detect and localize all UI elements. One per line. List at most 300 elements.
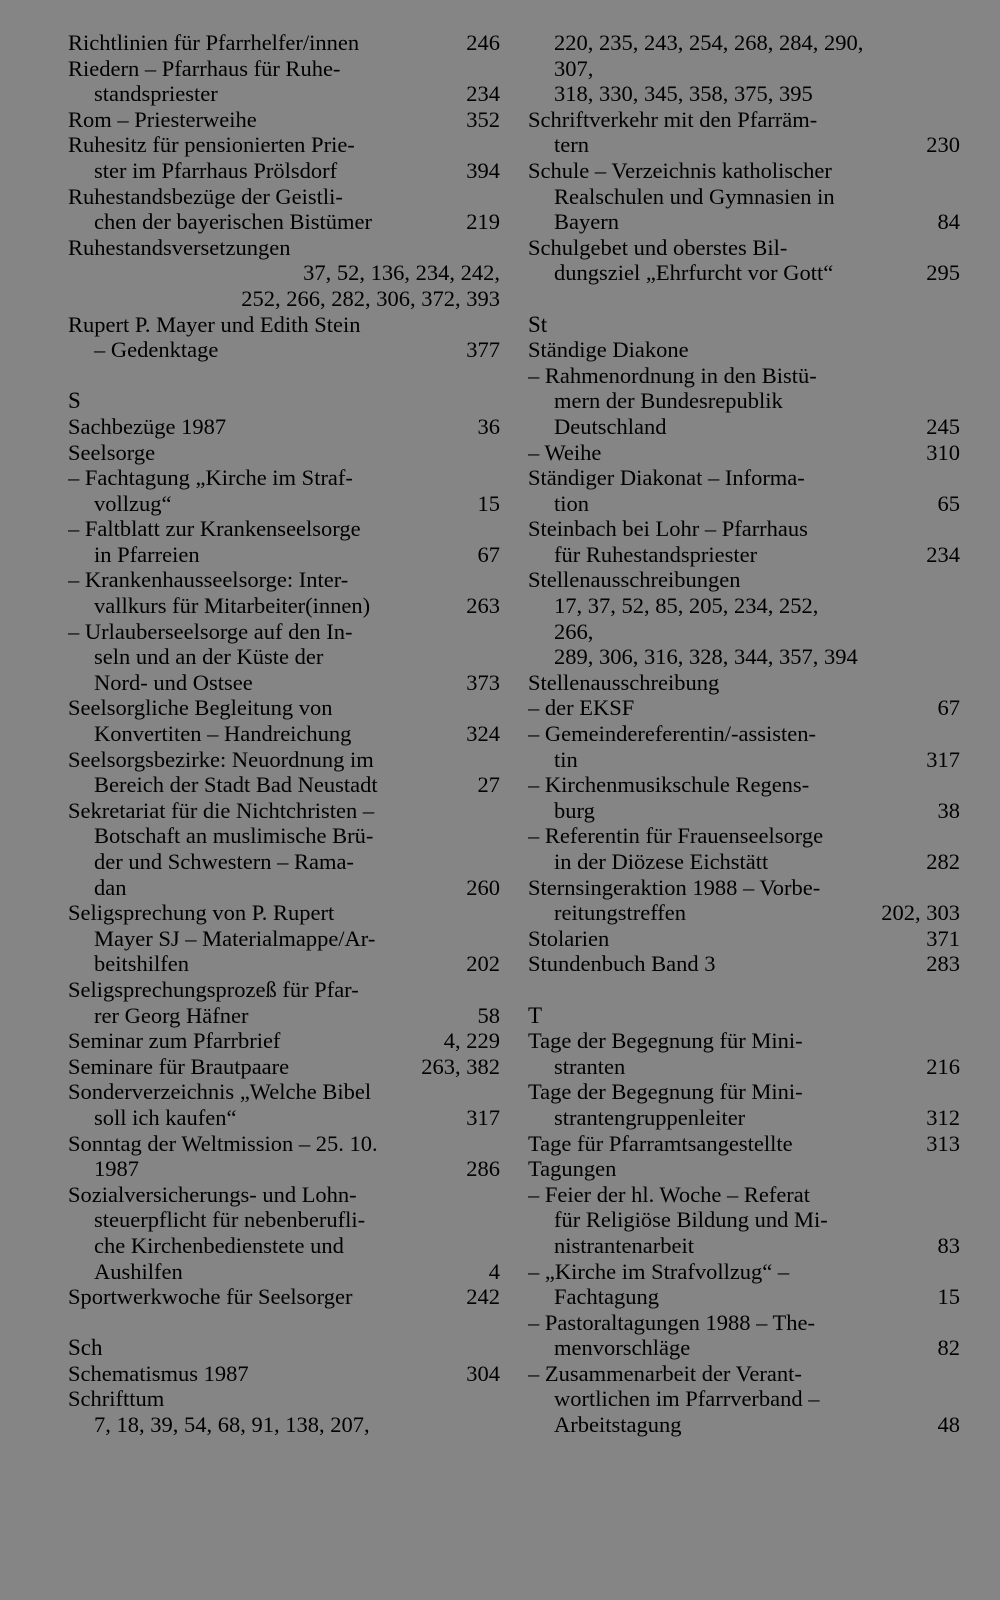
index-entry-line <box>68 900 500 926</box>
entry-text: 17, 37, 52, 85, 205, 234, 252, <box>554 593 819 619</box>
index-entry-line <box>528 619 960 645</box>
index-entry <box>528 30 960 107</box>
page-numbers: 48 <box>937 1412 960 1438</box>
index-entry <box>528 440 960 466</box>
entry-text: Realschulen und Gymnasien in <box>554 183 835 209</box>
page-numbers <box>490 312 500 338</box>
page-numbers <box>490 926 500 952</box>
entry-text: für Religiöse Bildung und Mi- <box>554 1207 828 1233</box>
entry-text: che Kirchenbedienstete und <box>94 1232 344 1258</box>
index-entry <box>68 1028 500 1054</box>
index-entry-line <box>68 772 500 798</box>
index-entry-line <box>68 1105 500 1131</box>
page-numbers: 67 <box>477 541 500 567</box>
index-entry-line <box>528 388 960 414</box>
page-numbers <box>490 849 500 875</box>
index-entry <box>528 670 960 696</box>
entry-text: Seligsprechungsprozeß für Pfar- <box>68 976 359 1002</box>
page-numbers: 286 <box>466 1156 500 1182</box>
index-entry-line <box>528 951 960 977</box>
entry-text: Fachtagung <box>554 1284 659 1310</box>
section-letter: S <box>68 388 81 414</box>
index-entry <box>68 567 500 618</box>
index-entry <box>68 798 500 900</box>
page-numbers <box>490 516 500 542</box>
index-entry-line <box>68 1156 500 1182</box>
index-entry <box>68 1182 500 1284</box>
page-numbers <box>490 977 500 1003</box>
page-numbers <box>490 132 500 158</box>
page-numbers: 230 <box>926 132 960 158</box>
entry-text: in Pfarreien <box>94 541 200 567</box>
page-numbers <box>950 772 960 798</box>
section-spacer <box>68 1310 500 1336</box>
entry-text: Schulgebet und oberstes Bil- <box>528 234 788 260</box>
entry-text: 307, <box>554 55 594 81</box>
entry-text: Tage der Begegnung für Mini- <box>528 1028 803 1054</box>
page-numbers: 27 <box>477 772 500 798</box>
page-numbers <box>950 593 960 619</box>
page-numbers <box>950 1361 960 1387</box>
index-entry-line <box>528 465 960 491</box>
entry-text: 7, 18, 39, 54, 68, 91, 138, 207, <box>94 1412 370 1438</box>
index-entry-line <box>68 721 500 747</box>
index-entry <box>528 1131 960 1157</box>
entry-text: tin <box>554 746 578 772</box>
entry-text: – Faltblatt zur Krankenseelsorge <box>68 516 361 542</box>
page-numbers: 219 <box>466 209 500 235</box>
page-numbers: 38 <box>937 797 960 823</box>
entry-text: Schematismus 1987 <box>68 1360 249 1386</box>
entry-text: Bayern <box>554 209 619 235</box>
entry-text: Ruhesitz für pensionierten Prie- <box>68 132 355 158</box>
index-entry <box>68 414 500 440</box>
index-entry-line <box>68 670 500 696</box>
index-entry-line <box>528 1310 960 1336</box>
index-entry-line <box>68 1028 500 1054</box>
index-entry <box>528 1079 960 1130</box>
entry-text: Tage der Begegnung für Mini- <box>528 1079 803 1105</box>
index-entry-line <box>528 849 960 875</box>
entry-text: 220, 235, 243, 254, 268, 284, 290, <box>554 30 864 55</box>
entry-text: – Referentin für Frauenseelsorge <box>528 823 824 849</box>
page-numbers <box>490 567 500 593</box>
index-entry <box>528 107 960 158</box>
page-numbers <box>490 644 500 670</box>
index-entry-line <box>68 747 500 773</box>
page-numbers <box>950 823 960 849</box>
index-entry <box>528 695 960 721</box>
page-numbers: 4, 229 <box>443 1028 500 1054</box>
index-entry-line <box>68 516 500 542</box>
index-entry <box>528 1028 960 1079</box>
entry-text: stranten <box>554 1053 626 1079</box>
index-entry <box>528 235 960 286</box>
page-numbers <box>950 81 960 107</box>
page-numbers: 15 <box>937 1284 960 1310</box>
index-entry <box>68 465 500 516</box>
index-entry-line <box>68 644 500 670</box>
page-numbers: 216 <box>926 1053 960 1079</box>
entry-text: – Gemeindereferentin/-assisten- <box>528 721 817 747</box>
index-entry-line <box>68 30 500 56</box>
entry-text: reitungstreffen <box>554 900 687 926</box>
index-entry-line <box>68 567 500 593</box>
index-entry-line <box>68 107 500 133</box>
index-entry-line <box>528 593 960 619</box>
page-numbers <box>950 1156 960 1182</box>
entry-text: – Urlauberseelsorge auf den In- <box>68 618 353 644</box>
page-numbers: 317 <box>466 1104 500 1130</box>
entry-text: – Feier der hl. Woche – Referat <box>528 1181 811 1207</box>
page-numbers: 377 <box>466 337 500 363</box>
entry-text: – Weihe <box>528 439 602 465</box>
entry-text: Arbeitstagung <box>554 1412 682 1438</box>
index-entry-line <box>68 1131 500 1157</box>
page-numbers: 260 <box>466 874 500 900</box>
index-entry <box>68 1131 500 1182</box>
entry-text: Mayer SJ – Materialmappe/Ar- <box>94 925 376 951</box>
entry-text: Botschaft an muslimische Brü- <box>94 823 374 849</box>
section-letter: T <box>528 1002 543 1028</box>
index-entry-line <box>528 798 960 824</box>
index-entry-line <box>68 977 500 1003</box>
entry-text: Riedern – Pfarrhaus für Ruhe- <box>68 55 341 81</box>
index-entry-line <box>528 772 960 798</box>
page-numbers <box>490 1233 500 1259</box>
index-entry-line <box>528 1131 960 1157</box>
page-numbers <box>490 1182 500 1208</box>
index-entry-line <box>528 1207 960 1233</box>
entry-text: Tagungen <box>528 1156 617 1182</box>
index-entry-line <box>68 184 500 210</box>
index-entry-line <box>68 542 500 568</box>
page-numbers <box>950 1079 960 1105</box>
entry-text: nistrantenarbeit <box>554 1232 694 1258</box>
entry-text: Steinbach bei Lohr – Pfarrhaus <box>528 516 808 542</box>
page-numbers: 15 <box>477 490 500 516</box>
section-spacer <box>528 286 960 312</box>
index-entry-line <box>528 516 960 542</box>
entry-text: 266, <box>554 618 594 644</box>
index-entry-line <box>528 644 960 670</box>
entry-text: Seelsorge <box>68 439 156 465</box>
index-entry-line <box>528 1412 960 1438</box>
index-entry-line <box>68 56 500 82</box>
index-entry-line <box>528 747 960 773</box>
entry-text: vallkurs für Mitarbeiter(innen) <box>94 593 371 619</box>
entry-text: Seelsorgsbezirke: Neuordnung im <box>68 746 374 772</box>
page-numbers: 234 <box>466 81 500 107</box>
index-entry-line <box>68 235 500 261</box>
index-column-left <box>68 30 500 1438</box>
entry-text: Stellenausschreibung <box>528 669 720 695</box>
entry-text: 318, 330, 345, 358, 375, 395 <box>554 81 813 107</box>
index-entry-line <box>528 337 960 363</box>
entry-text: 289, 306, 316, 328, 344, 357, 394 <box>554 644 858 670</box>
index-entry-line <box>68 619 500 645</box>
index-entry <box>68 900 500 977</box>
entry-text: – Krankenhausseelsorge: Inter- <box>68 567 349 593</box>
entry-text: Schriftverkehr mit den Pfarräm- <box>528 106 818 132</box>
entry-text: Sozialversicherungs- und Lohn- <box>68 1181 357 1207</box>
index-entry-line <box>68 1054 500 1080</box>
index-entry-line <box>68 286 500 312</box>
entry-text <box>68 260 293 286</box>
index-entry-line <box>528 1259 960 1285</box>
index-entry-line <box>68 1259 500 1285</box>
entry-text: Sekretariat für die Nichtchristen – <box>68 797 375 823</box>
entry-text: menvorschläge <box>554 1335 691 1361</box>
entry-text: wortlichen im Pfarrverband – <box>554 1386 820 1412</box>
index-entry-line <box>528 1182 960 1208</box>
entry-text: standspriester <box>94 81 218 107</box>
index-entry-line <box>528 900 960 926</box>
page-numbers <box>490 1207 500 1233</box>
page-numbers <box>490 823 500 849</box>
page-numbers: 313 <box>926 1130 960 1156</box>
page-numbers <box>950 107 960 133</box>
page-numbers <box>490 235 500 261</box>
page-numbers: 4 <box>488 1258 500 1284</box>
index-entry-line <box>528 1028 960 1054</box>
index-entry <box>528 465 960 516</box>
index-entry-line <box>68 951 500 977</box>
index-entry-line <box>528 1054 960 1080</box>
entry-text: Sportwerkwoche für Seelsorger <box>68 1284 353 1310</box>
entry-text: Sachbezüge 1987 <box>68 413 227 439</box>
index-entry-line <box>68 414 500 440</box>
index-entry <box>68 184 500 235</box>
page-numbers: 84 <box>937 209 960 235</box>
page-numbers: 394 <box>466 157 500 183</box>
page-numbers: 202, 303 <box>881 900 960 926</box>
entry-text: dungsziel „Ehrfurcht vor Gott“ <box>554 260 834 286</box>
entry-text: Seminare für Brautpaare <box>68 1053 290 1079</box>
entry-text: vollzug“ <box>94 490 172 516</box>
index-entry <box>528 516 960 567</box>
index-entry <box>68 1361 500 1387</box>
entry-text: – Fachtagung „Kirche im Straf- <box>68 465 353 491</box>
index-entry-line <box>528 30 960 56</box>
entry-text: Aushilfen <box>94 1258 183 1284</box>
index-entry-line <box>68 798 500 824</box>
entry-text: für Ruhestandspriester <box>554 541 758 567</box>
page-numbers <box>950 1310 960 1336</box>
index-entry-line <box>68 81 500 107</box>
index-entry-line <box>528 363 960 389</box>
index-entry-line <box>68 823 500 849</box>
entry-text: der und Schwestern – Rama- <box>94 849 354 874</box>
index-entry-line <box>68 1361 500 1387</box>
index-entry <box>68 977 500 1028</box>
page-numbers: 245 <box>926 413 960 439</box>
index-entry <box>68 132 500 183</box>
index-entry-line <box>528 1079 960 1105</box>
page-numbers: 67 <box>937 695 960 721</box>
entry-text: Sonderverzeichnis „Welche Bibel <box>68 1079 372 1105</box>
page-numbers: 83 <box>937 1232 960 1258</box>
index-entry-line <box>68 695 500 721</box>
entry-text: mern der Bundesrepublik <box>554 388 783 414</box>
index-entry-line <box>528 875 960 901</box>
index-entry-line <box>68 593 500 619</box>
index-entry-line <box>68 260 500 286</box>
entry-text: ster im Pfarrhaus Prölsdorf <box>94 157 338 183</box>
entry-text: steuerpflicht für nebenberufli- <box>94 1207 366 1233</box>
page-numbers <box>950 30 960 56</box>
index-entry-line <box>528 414 960 440</box>
index-entry-line <box>68 440 500 466</box>
index-entry <box>68 747 500 798</box>
entry-text: Ständiger Diakonat – Informa- <box>528 465 805 491</box>
page-numbers <box>490 1412 500 1438</box>
index-entry-line <box>68 465 500 491</box>
index-entry-line <box>528 1361 960 1387</box>
section-letter: St <box>528 311 548 337</box>
page-numbers <box>490 1079 500 1105</box>
page-numbers <box>950 1386 960 1412</box>
entry-text: chen der bayerischen Bistümer <box>94 209 373 235</box>
index-entry-line <box>528 670 960 696</box>
entry-text: tion <box>554 490 590 516</box>
page-numbers <box>950 184 960 210</box>
entry-text: Ruhestandsbezüge der Geistli- <box>68 183 343 209</box>
page-numbers <box>490 798 500 824</box>
index-entry-line <box>68 1284 500 1310</box>
index-entry <box>68 440 500 466</box>
index-entry <box>528 875 960 926</box>
entry-text: – Kirchenmusikschule Regens- <box>528 772 810 798</box>
entry-text: Stolarien <box>528 925 610 951</box>
page-numbers <box>950 670 960 696</box>
index-entry-line <box>68 312 500 338</box>
entry-text: Seminar zum Pfarrbrief <box>68 1028 281 1054</box>
entry-text: beitshilfen <box>94 951 189 977</box>
page-numbers: 282 <box>926 849 960 874</box>
index-entry <box>528 1361 960 1438</box>
page-numbers: 352 <box>466 106 500 132</box>
page-numbers <box>950 1207 960 1233</box>
index-entry-line <box>528 260 960 286</box>
index-entry <box>528 337 960 363</box>
page-numbers <box>490 1386 500 1412</box>
page-numbers <box>950 1259 960 1285</box>
index-entry-line <box>528 567 960 593</box>
entry-text: Seligsprechung von P. Rupert <box>68 900 335 926</box>
index-entry-line <box>68 1233 500 1259</box>
page-numbers: 310 <box>926 439 960 465</box>
index-entry-line <box>528 158 960 184</box>
index-entry <box>68 1386 500 1437</box>
page-numbers <box>490 440 500 466</box>
index-entry-line <box>528 1386 960 1412</box>
entry-text: Sternsingeraktion 1988 – Vorbe- <box>528 874 821 900</box>
page-numbers: 37, 52, 136, 234, 242, <box>303 260 500 286</box>
page-numbers: 252, 266, 282, 306, 372, 393 <box>241 285 500 311</box>
index-entry-line <box>68 491 500 517</box>
page-numbers: 82 <box>937 1335 960 1361</box>
entry-text: Richtlinien für Pfarrhelfer/innen <box>68 30 360 55</box>
page-numbers <box>950 644 960 670</box>
page-numbers <box>950 1028 960 1054</box>
index-entry-line <box>528 132 960 158</box>
entry-text: seln und an der Küste der <box>94 644 324 670</box>
page-numbers <box>490 900 500 926</box>
index-entry <box>68 107 500 133</box>
index-entry <box>528 1310 960 1361</box>
index-entry <box>528 823 960 874</box>
page-numbers <box>950 337 960 363</box>
index-entry <box>528 363 960 440</box>
index-entry <box>528 1259 960 1310</box>
entry-text <box>68 286 231 312</box>
index-entry-line <box>68 209 500 235</box>
index-entry-line <box>528 235 960 261</box>
page-numbers <box>950 721 960 747</box>
index-entry-line <box>528 1284 960 1310</box>
index-entry-line <box>528 107 960 133</box>
page-numbers: 246 <box>466 30 500 55</box>
index-entry <box>68 312 500 363</box>
page-numbers: 295 <box>926 260 960 286</box>
entry-text: – Rahmenordnung in den Bistü- <box>528 362 817 388</box>
index-entry <box>528 567 960 669</box>
index-entry <box>68 516 500 567</box>
index-entry-line <box>68 1412 500 1438</box>
page-numbers <box>490 56 500 82</box>
page-numbers <box>490 619 500 645</box>
index-entry-line <box>528 491 960 517</box>
page-numbers <box>490 747 500 773</box>
index-entry <box>68 235 500 312</box>
index-entry <box>68 1054 500 1080</box>
index-entry <box>528 158 960 235</box>
index-entry <box>68 1284 500 1310</box>
index-entry-line <box>528 926 960 952</box>
entry-text: Stellenausschreibungen <box>528 567 741 593</box>
page-numbers: 371 <box>926 925 960 951</box>
index-entry-line <box>528 695 960 721</box>
page-numbers <box>950 567 960 593</box>
page-numbers <box>950 516 960 542</box>
index-entry-line <box>528 56 960 82</box>
section-spacer <box>68 363 500 389</box>
index-entry <box>68 30 500 56</box>
page-numbers <box>950 875 960 901</box>
page-numbers: 242 <box>466 1284 500 1310</box>
entry-text: soll ich kaufen“ <box>94 1104 237 1130</box>
index-entry-line <box>528 1233 960 1259</box>
page-numbers <box>950 363 960 389</box>
entry-text: strantengruppenleiter <box>554 1104 746 1130</box>
entry-text: Rupert P. Mayer und Edith Stein <box>68 311 361 337</box>
index-entry-line <box>68 132 500 158</box>
page-numbers <box>490 465 500 491</box>
index-entry <box>68 1079 500 1130</box>
page-numbers <box>950 619 960 645</box>
index-entry-line <box>68 337 500 363</box>
entry-text: burg <box>554 797 595 823</box>
index-entry-line <box>68 1182 500 1208</box>
index-entry <box>528 721 960 772</box>
page-numbers: 202 <box>466 951 500 977</box>
entry-text: tern <box>554 132 589 158</box>
page-numbers: 263 <box>466 593 500 619</box>
index-entry-line <box>68 1207 500 1233</box>
page-numbers: 304 <box>466 1360 500 1386</box>
entry-text: Ruhestandsversetzungen <box>68 234 291 260</box>
